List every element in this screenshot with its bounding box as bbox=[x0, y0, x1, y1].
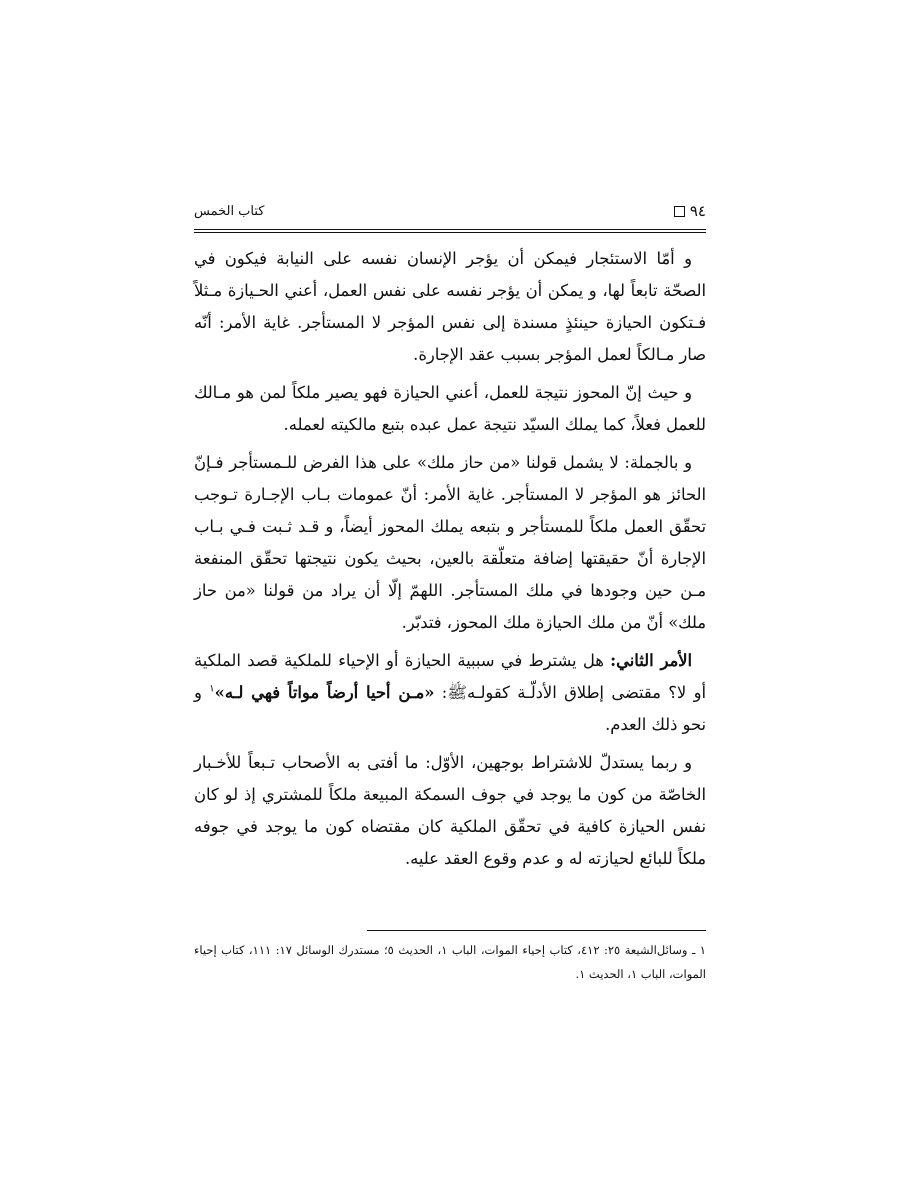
body-text bbox=[194, 243, 706, 881]
page-header bbox=[194, 204, 706, 230]
paragraph-4-text-a: هل يشترط في سببية الحيازة أو الإحياء للملكية قصد الملكية أو لا؟ مقتضى إطلاق الأدلّـة كقولـه bbox=[194, 651, 706, 702]
paragraph-3: و بالجملة: لا يشمل قولنا «من حاز ملك» على هذا الفرض للـمستأجر فـإنّ الحائز هو المؤجر لا المستأجر. غاية الأمر: أنّ عمومات بـاب الإجـارة تـوجب تحقّق العمل ملكاً للمستأجر و بتبعه يملك المحوز أيضاً، و قـد ثـبت فـي بـاب الإجارة أنّ حقيقتها إضافة متعلّقة بالعين، بحيث يكون نتيجتها تحقّق المنفعة مـن حين وجودها في ملك المستأجر. اللهمّ إلّا أن يراد من قولنا «من حاز ملك» أنّ من ملك الحيازة ملك المحوز، فتدبّر. bbox=[194, 453, 706, 632]
footnote: ١ ـ وسائل‌الشيعة ٢٥: ٤١٢، كتاب إحياء الموات، الباب ١، الحديث ٥؛ مستدرك الوسائل ١٧: ١١١، كتاب إحياء الموات، الباب ١، الحديث ١. bbox=[194, 943, 706, 981]
header-rule bbox=[194, 229, 706, 230]
running-title: كتاب الخمس bbox=[194, 204, 265, 219]
page-number bbox=[674, 202, 706, 220]
paragraph-1: و أمّا الاستئجار فيمكن أن يؤجر الإنسان نفسه على النيابة فيكون في الصحّة تابعاً لها، و يمكن أن يؤجر نفسه على نفس العمل، أعني الحـيازة مـثلاً فـتكون الحيازة حينئذٍ مسندة إلى نفس المؤجر لا المستأجر. غاية الأمر: أنّه صار مـالكاً لعمل المؤجر بسبب عقد الإجارة. bbox=[194, 249, 706, 364]
section-heading: الأمر الثاني: bbox=[610, 651, 692, 670]
paragraph-2: و حيث إنّ المحوز نتيجة للعمل، أعني الحيازة فهو يصير ملكاً لمن هو مـالك للعمل فعلاً، كما يملك السيّد نتيجة عمل عبده بتبع مالكيته لعمله. bbox=[194, 383, 706, 434]
paragraph-4 bbox=[194, 645, 706, 741]
paragraph-4-text-b: : bbox=[434, 683, 448, 702]
honorific-glyph: ﷺ bbox=[447, 683, 467, 702]
hadith-quote: «مـن أحيا أرضاً مواتاً فهي لـه» bbox=[214, 683, 435, 702]
paragraph-5: و ربما يستدلّ للاشتراط بوجهين، الأوّل: ما أفتى به الأصحاب تـبعاً للأخـبار الخاصّة من كون ما يوجد في جوف السمكة المبيعة ملكاً للمشتري إذ لو كان نفس الحيازة كافية في تحقّق الملكية كان مقتضاه كون ما يوجد في جوفه ملكاً للبائع لحيازته له و عدم وقوع العقد عليه. bbox=[194, 753, 706, 868]
header-rule-double bbox=[194, 232, 706, 233]
page-number-text: ٩٤ bbox=[689, 202, 706, 220]
square-box-icon bbox=[674, 206, 685, 217]
footnote-rule bbox=[367, 930, 706, 931]
paragraph-4-text-c: و نحو ذلك العدم. bbox=[194, 683, 706, 734]
footnote-marker: ١ bbox=[209, 683, 215, 695]
